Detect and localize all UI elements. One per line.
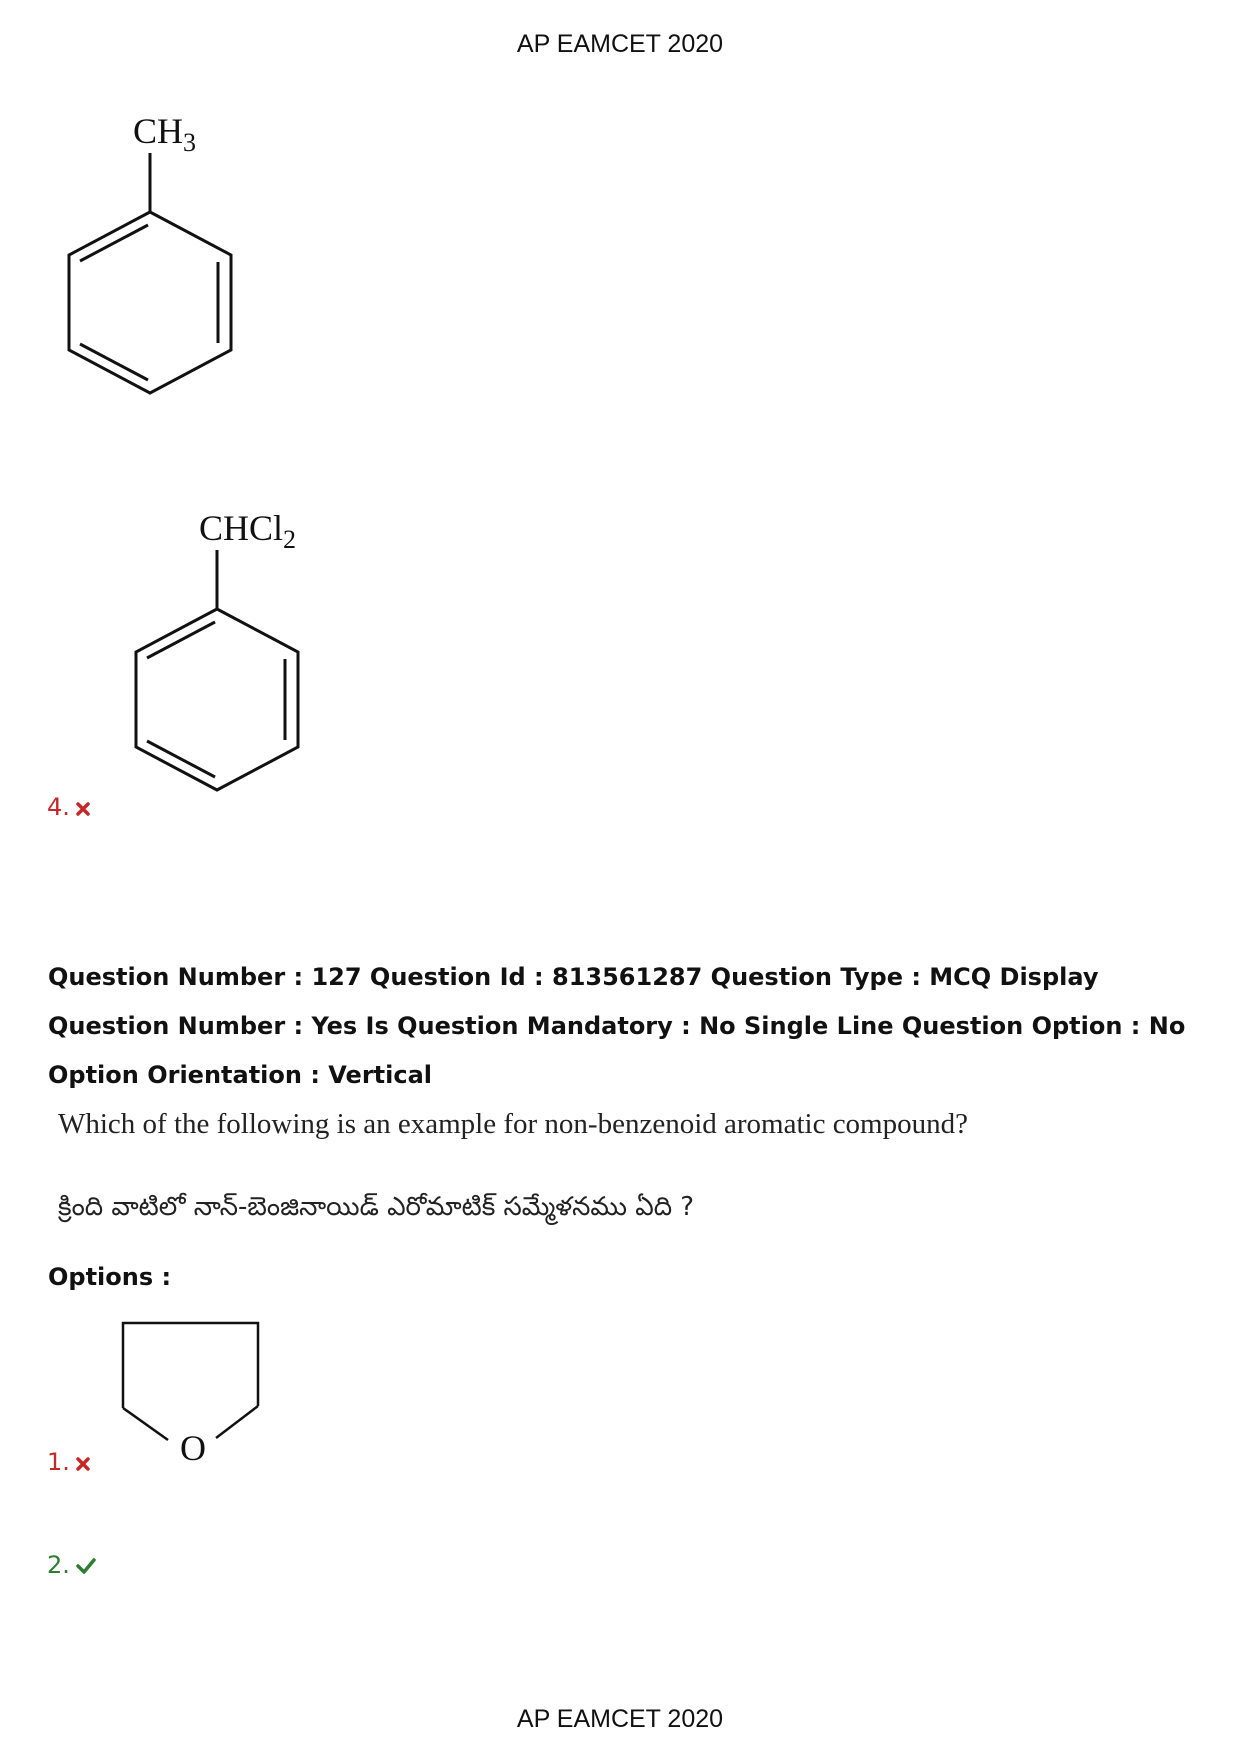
tetrahydrofuran-diagram (118, 1318, 268, 1468)
option-4-marker (47, 793, 90, 822)
page-header: AP EAMCET 2020 (516, 30, 724, 58)
question-text-telugu: క్రింది వాటిలో నాన్-బెంజినాయిడ్ ఎరోమాటిక్ సమ్మేళనము ఏది ? (58, 1192, 695, 1222)
toluene-structure (60, 105, 260, 405)
option-1-marker (47, 1448, 90, 1477)
option-2-number: 2. (47, 1551, 70, 1579)
toluene-substituent-label: $CH_3$ (133, 111, 197, 157)
option-2-marker (47, 1551, 96, 1580)
question-text-english: Which of the following is an example for non-benzenoid aromatic compound? (58, 1108, 968, 1140)
benzal-chloride-ring (136, 550, 298, 790)
options-label: Options : (48, 1263, 172, 1291)
cross-icon (76, 794, 90, 822)
question-meta: Question Number : 127 Question Id : 813561287 Question Type : MCQ Display Question Number : Yes Is Question Mandatory : No Single Line Question Option : No Option Orientation : Vertical (48, 963, 1186, 1089)
toluene-ring (69, 153, 231, 393)
oxygen-atom-label: O (180, 1428, 206, 1468)
benzal-chloride-substituent-label: CHCl$_2$ (199, 508, 297, 554)
option-4-number: 4. (47, 793, 70, 821)
tetrahydrofuran-ring (123, 1323, 258, 1440)
cross-icon (76, 1449, 90, 1477)
benzal-chloride-diagram (127, 502, 337, 802)
page-footer: AP EAMCET 2020 (516, 1705, 724, 1733)
toluene-diagram (60, 105, 260, 405)
benzal-chloride-structure (127, 502, 337, 802)
tetrahydrofuran-structure (118, 1318, 268, 1468)
check-icon (76, 1552, 96, 1580)
option-1-number: 1. (47, 1448, 70, 1476)
